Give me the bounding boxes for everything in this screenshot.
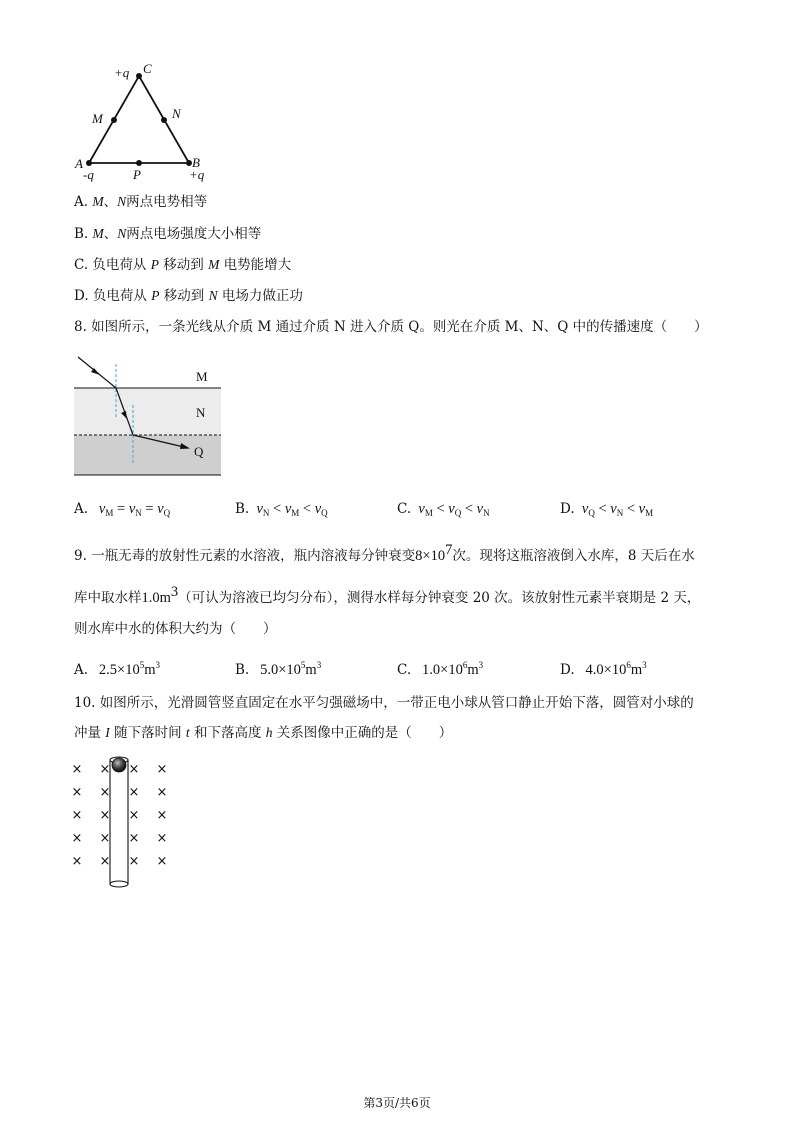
vertex-a-dot [86, 160, 92, 166]
q7-option-c: C. 负电荷从 P 移动到 M 电势能增大 [74, 257, 292, 273]
field-cross: × [156, 762, 168, 777]
label-vertex-b: B [192, 155, 200, 170]
q7-option-a: A. M、N两点电势相等 [74, 194, 208, 210]
label-medium-q: Q [194, 444, 204, 459]
field-cross: × [99, 831, 111, 846]
field-cross: × [71, 808, 83, 823]
field-cross: × [128, 808, 140, 823]
field-cross: × [71, 831, 83, 846]
label-point-m: M [92, 111, 103, 126]
field-cross: × [71, 785, 83, 800]
field-cross: × [156, 785, 168, 800]
q7-option-b: B. M、N两点电场强度大小相等 [74, 226, 262, 242]
q9-option-b: B. $5.0\times 10^5m^3$ [235, 660, 322, 678]
q8-option-c: C. $v_M < v_Q < v_N$ [397, 501, 490, 518]
vertex-c-dot [136, 73, 142, 79]
label-charge-a: -q [83, 167, 94, 182]
q8-stem: 8. 如图所示，一条光线从介质 M 通过介质 N 进入介质 Q。则光在介质 M、N、Q 中的传播速度（ ） [74, 319, 708, 335]
field-cross: × [156, 854, 168, 869]
point-m-dot [111, 117, 117, 123]
field-cross: × [99, 854, 111, 869]
field-cross: × [156, 831, 168, 846]
field-cross: × [99, 785, 111, 800]
point-p-dot [136, 160, 142, 166]
q9-line-1: 9. 一瓶无毒的放射性元素的水溶液，瓶内溶液每分钟衰变$8\times 10^7$次。现将这瓶溶液倒入水库，8 天后在水 [74, 542, 695, 564]
field-cross: × [156, 808, 168, 823]
page-footer: 第3页/共6页 [363, 1096, 431, 1110]
field-cross: × [128, 762, 140, 777]
label-point-n: N [172, 106, 181, 121]
label-charge-b: +q [189, 167, 205, 182]
charged-ball [112, 758, 126, 772]
q10-line-2: 冲量 I 随下落时间 t 和下落高度 h 关系图像中正确的是（ ） [74, 725, 453, 741]
vertical-tube-figure [105, 752, 135, 892]
q9-option-d: D. $4.0\times 10^6m^3$ [560, 660, 647, 678]
field-cross: × [99, 762, 111, 777]
field-cross: × [128, 831, 140, 846]
q9-option-c: C. $1.0\times 10^6m^3$ [397, 660, 484, 678]
q9-option-a: A. $2.5\times 10^5m^3$ [74, 660, 161, 678]
field-cross: × [71, 762, 83, 777]
label-point-p: P [133, 167, 141, 182]
q9-line-3: 则水库中水的体积大约为（ ） [74, 621, 277, 637]
field-cross: × [128, 854, 140, 869]
label-medium-n: N [196, 405, 206, 420]
label-vertex-c: C [143, 61, 152, 76]
refraction-figure [60, 345, 240, 480]
field-cross: × [128, 785, 140, 800]
q10-line-1: 10. 如图所示，光滑圆管竖直固定在水平匀强磁场中，一带正电小球从管口静止开始下落，圆管对小球的 [74, 695, 694, 711]
point-n-dot [161, 117, 167, 123]
q7-option-d: D. 负电荷从 P 移动到 N 电场力做正功 [74, 288, 303, 304]
q8-option-b: B. $v_N < v_M < v_Q$ [235, 501, 328, 518]
label-charge-c: +q [114, 65, 130, 80]
label-vertex-a: A [75, 156, 83, 171]
q8-option-d: D. $v_Q < v_N < v_M$ [560, 501, 654, 518]
field-cross: × [99, 808, 111, 823]
q8-option-a: A. $v_M = v_N = v_Q$ [74, 501, 171, 518]
label-medium-m: M [196, 369, 208, 384]
q9-line-2: 库中取水样$1.0m^3$（可认为溶液已均匀分布），测得水样每分钟衰变 20 次。该放射性元素半衰期是 2 天， [74, 584, 701, 606]
field-cross: × [71, 854, 83, 869]
